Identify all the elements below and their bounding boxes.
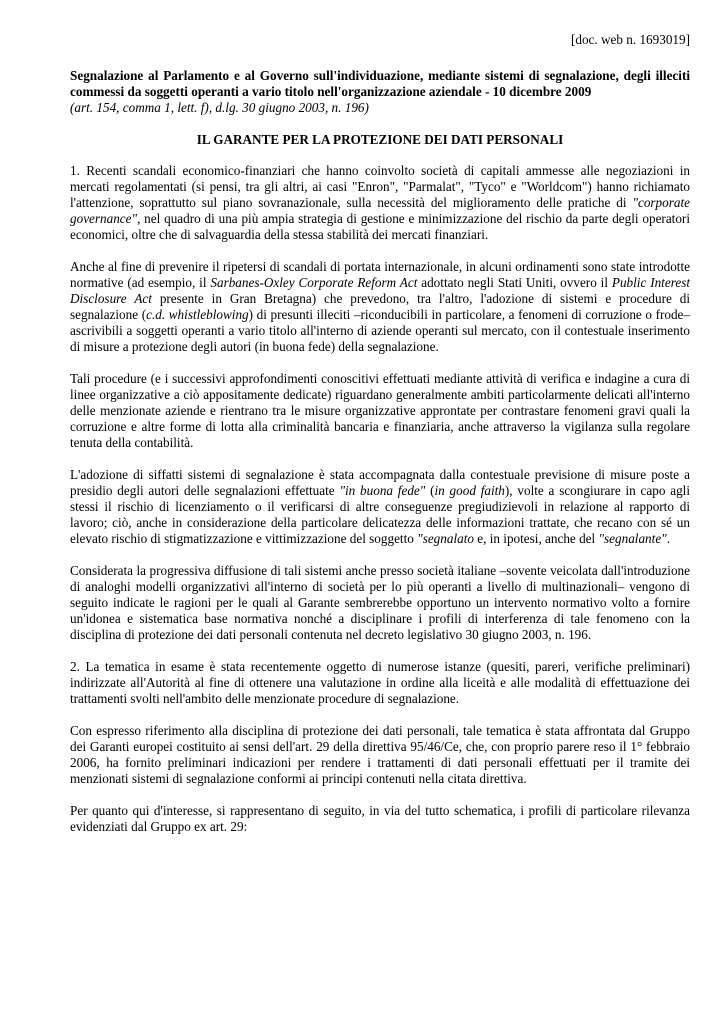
- paragraph-2-text-a: Anche al fine di prevenire il ripetersi di scandali di portata internazionale, in alcuni ordinamenti sono state introdotte normative (ad esempio, il: [70, 259, 690, 290]
- document-page: [70, 32, 690, 835]
- paragraph-4: [70, 467, 690, 547]
- paragraph-4-emphasis-2: in good faith: [434, 483, 505, 498]
- paragraph-3: Tali procedure (e i successivi approfondimenti conoscitivi effettuati mediante attività di verifica e indagine a cura di linee organizzative a ciò appositamente dedicate) riguardano generalmente ambiti particolarmente delicati all'interno delle menzionate aziende e rientrano tra le misure organizzative approntate per contrastare fenomeni gravi quali la corruzione e altre forme di lotta alla criminalità bancaria e finanziaria, anche attraverso la vigilanza sulla regolare tenuta della contabilità.: [70, 371, 690, 450]
- paragraph-8: Per quanto qui d'interesse, si rappresentano di seguito, in via del tutto schematica, i profili di particolare rilevanza evidenziati dal Gruppo ex art. 29:: [70, 803, 690, 834]
- paragraph-2-term: c.d. whistleblowing: [146, 307, 249, 322]
- paragraph-5: Considerata la progressiva diffusione di tali sistemi anche presso società italiane –sovente veicolata dall'introduzione di analoghi modelli organizzativi all'interno di società per lo più operanti a livello di multinazionali– vengono di seguito indicate le ragioni per le quali al Garante sembrerebbe opportuno un intervento normativo volto a fornire un'idonea e sistematica base normativa nonché a disciplinare i profili di interferenza di tale fenomeno con la disciplina di protezione dei dati personali contenuta nel decreto legislativo 30 giugno 2003, n. 196.: [70, 563, 690, 642]
- paragraph-4-emphasis-3: "segnalato: [417, 531, 474, 546]
- paragraph-4-text-e: ), volte a scongiurare in capo agli stessi il rischio di licenziamento o il verificarsi di altre conseguenze pregiudizievoli in relazione al rapporto di lavoro; ciò, anche in considerazione della particolare delicatezza delle informazioni trattate, che recano con sé un elevato rischio di stigmatizzazione e vittimizzazione del soggetto: [70, 483, 690, 546]
- paragraph-4-text-c: (: [425, 483, 435, 498]
- paragraph-2-act-name-1: Sarbanes-Oxley Corporate Reform Act: [210, 275, 418, 290]
- paragraph-6: 2. La tematica in esame è stata recentemente oggetto di numerose istanze (quesiti, pareri, verifiche preliminari) indirizzate all'Autorità al fine di ottenere una valutazione in ordine alla liceità e alle modalità di effettuazione dei trattamenti svolti nell'ambito delle menzionate procedure di segnalazione.: [70, 659, 690, 706]
- paragraph-4-text-i: .: [666, 531, 671, 546]
- paragraph-1-text-a: 1. Recenti scandali economico-finanziari che hanno coinvolto società di capitali ammesse alle negoziazioni in mercati regolamentati (si pensi, tra gli altri, ai casi "Enron", "Parmalat", "Tyco" e "Worldcom") hanno richiamato l'attenzione, soprattutto sul piano sovranazionale, sulla necessità del miglioramento delle pratiche di: [70, 163, 690, 210]
- paragraph-2-text-e: presente in Gran Bretagna) che prevedono, tra l'altro, l'adozione di sistemi e procedure di segnalazione (: [70, 291, 690, 322]
- document-subtitle: (art. 154, comma 1, lett. f), d.lg. 30 giugno 2003, n. 196): [70, 100, 369, 115]
- paragraph-1-text-c: , nel quadro di una più ampia strategia di gestione e minimizzazione del rischio da parte degli operatori economici, oltre che di salvaguardia della stessa stabilità dei mercati finanziari.: [70, 211, 690, 242]
- document-reference: [doc. web n. 1693019]: [570, 32, 690, 47]
- paragraph-7: Con espresso riferimento alla disciplina di protezione dei dati personali, tale tematica è stata affrontata dal Gruppo dei Garanti europei costituito ai sensi dell'art. 29 della direttiva 95/46/Ce, che, con proprio parere reso il 1° febbraio 2006, ha fornito preliminari indicazioni per rendere i trattamenti di dati personali effettuati per il tramite dei menzionati sistemi di segnalazione conformi ai principi contenuti nella citata direttiva.: [70, 723, 690, 786]
- document-title: Segnalazione al Parlamento e al Governo sull'individuazione, mediante sistemi di segnalazione, degli illeciti commessi da soggetti operanti a vario titolo nell'organizzazione aziendale - 10 dicembre 2009: [70, 68, 690, 99]
- paragraph-2-act-name-2: Public Interest Disclosure Act: [70, 275, 690, 306]
- paragraph-2: [70, 259, 690, 355]
- paragraph-1-emphasis: "corporate governance": [70, 195, 690, 226]
- paragraph-4-emphasis-4: "segnalante": [598, 531, 667, 546]
- paragraph-4-text-g: e, in ipotesi, anche del: [473, 531, 599, 546]
- paragraph-2-text-c: adottato negli Stati Uniti, ovvero il: [417, 275, 612, 290]
- section-heading: IL GARANTE PER LA PROTEZIONE DEI DATI PERSONALI: [196, 132, 564, 147]
- paragraph-1: [70, 163, 690, 243]
- paragraph-4-text-a: L'adozione di siffatti sistemi di segnalazione è stata accompagnata dalla contestuale previsione di misure poste a presidio degli autori delle segnalazioni effettuate: [70, 467, 690, 498]
- paragraph-2-text-g: ) di presunti illeciti –riconducibili in particolare, a fenomeni di corruzione o frode– ascrivibili a soggetti operanti a vario titolo all'interno di aziende operanti sul mercato, con il contestuale inserimento di misure a protezione degli autori (in buona fede) della segnalazione.: [70, 307, 691, 354]
- paragraph-4-emphasis-1: "in buona fede": [339, 483, 426, 498]
